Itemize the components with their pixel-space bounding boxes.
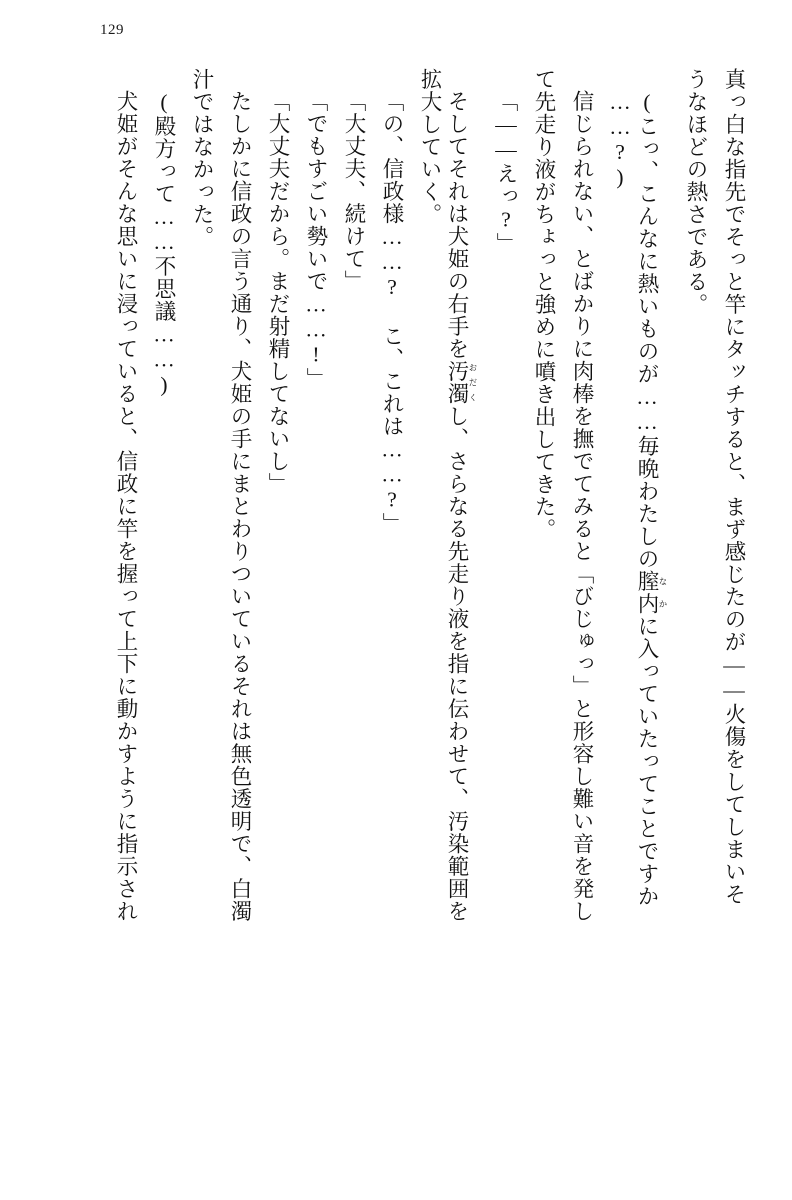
page-number: 129 — [100, 22, 124, 38]
text-column: うなほどの熱さである。 — [684, 68, 708, 316]
text-column: 真っ白な指先でそっと竿にタッチすると、まず感じたのが――火傷をしてしまいそ — [722, 68, 746, 906]
text-column: 拡大していく。 — [418, 68, 442, 226]
body-text-columns — [48, 68, 744, 1160]
text-column: 「でもすごい勢いで……!」 — [304, 90, 328, 390]
text-column: (こっ、こんなに熱いものが……毎晩わたしの膣内 なかに入っていたってことですか — [635, 90, 668, 908]
text-column: 犬姫がそんな思いに浸っていると、信政に竿を握って上下に動かすように指示され — [114, 90, 138, 923]
text-column: て先走り液がちょっと強めに噴き出してきた。 — [532, 68, 556, 541]
text-column: ……?) — [608, 90, 632, 190]
text-column: (殿方って……不思議……) — [152, 90, 176, 398]
text-column: 「の、信政様……? こ、これは……?」 — [380, 90, 404, 535]
text-column: 汁ではなかった。 — [190, 68, 214, 248]
text-column: たしかに信政の言う通り、犬姫の手にまとわりついているそれは無色透明で、白濁 — [228, 90, 252, 923]
text-column: 「大丈夫、続けて」 — [342, 90, 366, 293]
text-column: 「大丈夫だから。まだ射精してないし」 — [266, 90, 290, 495]
text-column: 「――えっ?」 — [494, 90, 518, 255]
text-column: 信じられない、とばかりに肉棒を撫でてみると「びじゅっ」と形容し難い音を発し — [570, 90, 594, 923]
text-column: そしてそれは犬姫の右手を汚濁 おだくし、さらなる先走り液を指に伝わせて、汚染範囲を — [445, 90, 478, 923]
